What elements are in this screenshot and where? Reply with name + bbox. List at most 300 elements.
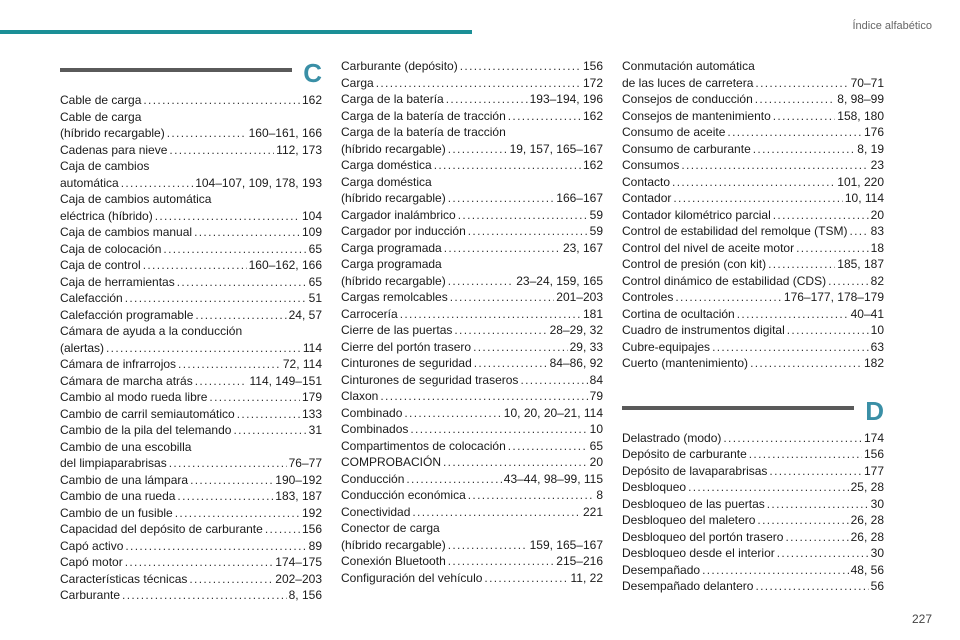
index-entry	[622, 446, 884, 463]
entry-pages: 101, 220	[837, 174, 884, 189]
index-entry	[60, 356, 322, 373]
entry-row	[341, 240, 603, 257]
index-entry	[622, 174, 884, 191]
dot-leader	[106, 340, 301, 357]
entry-pages: 104–107, 109, 178, 193	[195, 175, 322, 190]
entry-row	[622, 446, 884, 463]
index-entry	[341, 454, 603, 471]
entry-text: Cargador por inducción	[341, 224, 466, 238]
entry-pages: 201–203	[556, 290, 603, 304]
entry-pages: 24, 57	[288, 307, 322, 322]
index-entry	[341, 174, 603, 207]
entry-row	[622, 273, 884, 290]
entry-text: Combinados	[341, 422, 409, 436]
dot-leader	[380, 388, 587, 405]
entry-text: Cambio de carril semiautomático	[60, 406, 235, 421]
index-entry	[341, 520, 603, 553]
dot-leader	[675, 289, 782, 306]
dot-leader	[233, 422, 306, 439]
index-entry	[622, 562, 884, 579]
entry-pages: 8, 19	[857, 141, 884, 156]
dot-leader	[121, 175, 194, 192]
entry-pages: 65	[308, 274, 322, 289]
index-entry	[341, 388, 603, 405]
dot-leader	[125, 538, 306, 555]
entry-text: Capacidad del depósito de carburante	[60, 522, 263, 536]
entry-text: Cargas remolcables	[341, 290, 448, 304]
entry-pages: 59	[589, 224, 603, 238]
dot-leader	[673, 190, 842, 207]
dot-leader	[448, 190, 555, 207]
index-entry	[341, 157, 603, 174]
entry-row	[341, 207, 603, 224]
index-entry	[341, 322, 603, 339]
entry-row	[622, 141, 884, 158]
entry-row	[622, 108, 884, 125]
dot-leader	[672, 174, 835, 191]
index-entry	[341, 306, 603, 323]
entry-pages: 84–86, 92	[549, 356, 603, 370]
entry-row	[622, 223, 884, 240]
entry-row	[60, 257, 322, 274]
entry-text: Carga de la batería	[341, 92, 444, 106]
index-entry	[60, 472, 322, 489]
dot-leader	[412, 504, 581, 521]
entry-pages: 65	[589, 438, 603, 453]
entry-pages: 26, 28	[850, 529, 884, 544]
index-entry	[622, 322, 884, 339]
entry-row	[622, 91, 884, 108]
index-entry	[341, 91, 603, 108]
dot-leader	[474, 355, 548, 372]
entry-line: Carga doméstica	[341, 174, 432, 189]
entry-pages: 8, 156	[288, 588, 322, 602]
entry-text: Calefacción	[60, 291, 123, 305]
dot-leader	[755, 91, 836, 108]
entry-text: Carrocería	[341, 306, 398, 321]
entry-text: Cubre-equipajes	[622, 339, 711, 354]
entry-line: Conmutación automática	[622, 59, 755, 73]
entry-pages: 23–24, 159, 165	[516, 273, 603, 288]
dot-leader	[767, 496, 869, 513]
entry-text: Cambio de la pila del telemando	[60, 423, 232, 437]
entry-text: Control de presión (con kit)	[622, 257, 767, 271]
entry-pages: 48, 56	[850, 562, 884, 577]
entry-row	[60, 571, 322, 588]
index-entry	[622, 578, 884, 595]
entry-text: Consejos de mantenimiento	[622, 108, 771, 123]
entry-pages: 133	[301, 406, 322, 421]
dot-leader	[122, 587, 287, 604]
index-entry	[341, 223, 603, 240]
dot-leader	[785, 529, 848, 546]
entry-text: Configuración del vehículo	[341, 570, 483, 585]
index-entry	[60, 373, 322, 390]
entry-pages: 10, 20, 20–21, 114	[503, 405, 603, 420]
index-entry	[341, 405, 603, 422]
dot-leader	[768, 256, 835, 273]
entry-row	[341, 223, 603, 240]
entry-text: Cable de carga	[60, 93, 142, 107]
dot-leader	[468, 487, 595, 504]
index-entry	[622, 124, 884, 141]
dot-leader	[777, 545, 869, 562]
index-entry	[622, 496, 884, 513]
entry-row	[341, 438, 603, 455]
entry-row	[341, 570, 603, 587]
entry-row	[60, 406, 322, 423]
entry-text: Conducción	[341, 471, 405, 486]
dot-leader	[448, 553, 555, 570]
entry-row	[60, 92, 322, 109]
index-entry	[60, 224, 322, 241]
entry-row	[341, 75, 603, 92]
dot-leader	[444, 240, 561, 257]
letter-heading: D	[865, 395, 884, 426]
entry-pages: 83	[870, 224, 884, 238]
entry-pages: 177	[863, 463, 884, 478]
entry-pages: 26, 28	[850, 513, 884, 527]
entry-pages: 30	[870, 496, 884, 511]
index-entry	[622, 529, 884, 546]
entry-row	[341, 108, 603, 125]
entry-pages: 28–29, 32	[549, 323, 603, 337]
entry-row	[60, 356, 322, 373]
entry-row	[341, 537, 603, 554]
dot-leader	[450, 289, 555, 306]
entry-line: Conector de carga	[341, 521, 440, 535]
entry-text: automática	[60, 175, 119, 190]
entry-text: Cinturones de seguridad	[341, 356, 472, 370]
entry-pages: 162	[582, 108, 603, 123]
entry-row	[60, 373, 322, 390]
entry-row	[60, 505, 322, 522]
entry-pages: 82	[870, 273, 884, 288]
entry-line: Caja de cambios automática	[60, 192, 212, 206]
header-accent-bar	[0, 30, 472, 34]
entry-pages: 31	[308, 423, 322, 437]
index-entry	[60, 274, 322, 291]
entry-row	[60, 208, 322, 225]
entry-row	[622, 289, 884, 306]
index-entry	[60, 521, 322, 538]
index-entry	[622, 240, 884, 257]
entry-row	[622, 157, 884, 174]
entry-pages: 59	[589, 207, 603, 222]
entry-text: Cargador inalámbrico	[341, 207, 456, 222]
index-entry	[60, 538, 322, 555]
entry-row	[622, 339, 884, 356]
entry-list	[60, 92, 322, 604]
entry-pages: 70–71	[850, 75, 884, 90]
index-entry	[341, 421, 603, 438]
index-entry	[60, 323, 322, 356]
dot-leader	[195, 307, 286, 324]
entry-pages: 72, 114	[282, 357, 322, 371]
entry-row	[60, 587, 322, 604]
entry-pages: 56	[870, 579, 884, 593]
entry-pages: 174	[863, 430, 884, 445]
entry-row	[622, 430, 884, 447]
index-entry	[622, 256, 884, 273]
dot-leader	[125, 554, 274, 571]
index-entry	[60, 158, 322, 191]
entry-pages: 104	[301, 208, 322, 223]
entry-row	[622, 578, 884, 595]
entry-text: Desempañado	[622, 562, 701, 577]
entry-row	[60, 241, 322, 258]
entry-text: de las luces de carretera	[622, 75, 754, 90]
entry-text: Desbloqueo desde el interior	[622, 546, 775, 560]
dot-leader	[169, 455, 287, 472]
entry-pages: 25, 28	[850, 480, 884, 494]
entry-pages: 193–194, 196	[529, 92, 603, 106]
index-entry	[60, 142, 322, 159]
entry-row	[341, 58, 603, 75]
entry-row	[622, 479, 884, 496]
entry-text: Carburante (depósito)	[341, 59, 458, 73]
entry-text: Control dinámico de estabilidad (CDS)	[622, 273, 827, 288]
entry-line: Carga programada	[341, 257, 442, 271]
entry-text: Desbloqueo del maletero	[622, 513, 756, 527]
entry-row	[60, 455, 322, 472]
entry-pages: 181	[582, 306, 603, 321]
entry-text: Carga de la batería de tracción	[341, 108, 506, 123]
dot-leader	[190, 472, 273, 489]
dot-leader	[265, 521, 300, 538]
index-entry	[622, 273, 884, 290]
index-entry	[622, 463, 884, 480]
index-column-3	[622, 58, 884, 595]
entry-text: Consumo de carburante	[622, 141, 751, 156]
entry-pages: 23, 167	[562, 240, 603, 255]
entry-row	[60, 175, 322, 192]
entry-pages: 202–203	[275, 571, 322, 586]
dot-leader	[175, 505, 300, 522]
dot-leader	[508, 438, 588, 455]
dot-leader	[484, 570, 568, 587]
entry-pages: 158, 180	[837, 108, 884, 123]
entry-pages: 166–167	[556, 191, 603, 205]
entry-pages: 159, 165–167	[529, 537, 603, 552]
entry-row	[622, 240, 884, 257]
dot-leader	[473, 339, 568, 356]
entry-row	[341, 421, 603, 438]
dot-leader	[448, 141, 508, 158]
index-entry	[60, 587, 322, 604]
index-entry	[341, 207, 603, 224]
entry-text: Compartimentos de colocación	[341, 438, 506, 453]
entry-text: Caja de control	[60, 258, 141, 272]
dot-leader	[727, 124, 862, 141]
dot-leader	[723, 430, 862, 447]
index-entry	[60, 109, 322, 142]
entry-text: Caja de herramientas	[60, 274, 175, 289]
entry-pages: 84	[589, 372, 603, 387]
entry-row	[341, 157, 603, 174]
entry-text: Desbloqueo de las puertas	[622, 496, 765, 511]
entry-text: Conectividad	[341, 504, 411, 519]
entry-text: Calefacción programable	[60, 307, 194, 322]
entry-row	[60, 142, 322, 159]
entry-pages: 18	[870, 240, 884, 255]
dot-leader	[443, 454, 588, 471]
entry-row	[341, 190, 603, 207]
entry-pages: 29, 33	[569, 339, 603, 354]
entry-row	[341, 388, 603, 405]
entry-text: Cambio de una rueda	[60, 489, 176, 503]
index-column-1	[60, 58, 322, 604]
entry-text: (híbrido recargable)	[341, 537, 446, 552]
entry-pages: 176	[863, 125, 884, 139]
index-entry	[341, 372, 603, 389]
entry-list	[622, 58, 884, 372]
entry-text: eléctrica (híbrido)	[60, 208, 153, 223]
entry-text: Cierre de las puertas	[341, 323, 453, 337]
entry-row	[622, 207, 884, 224]
index-entry	[341, 75, 603, 92]
entry-line: Caja de cambios	[60, 159, 150, 173]
index-entry	[60, 554, 322, 571]
dot-leader	[446, 91, 528, 108]
index-entry	[60, 505, 322, 522]
index-entry	[622, 157, 884, 174]
dot-leader	[434, 157, 581, 174]
index-entry	[341, 570, 603, 587]
entry-text: Consumos	[622, 158, 680, 172]
entry-pages: 160–162, 166	[248, 258, 322, 272]
dot-leader	[508, 108, 581, 125]
entry-text: Contacto	[622, 174, 671, 189]
entry-text: Caja de cambios manual	[60, 225, 193, 239]
entry-pages: 114	[302, 340, 322, 355]
dot-leader	[749, 446, 862, 463]
entry-row	[622, 545, 884, 562]
entry-pages: 215–216	[556, 554, 603, 568]
entry-text: Cortina de ocultación	[622, 306, 735, 321]
entry-row	[341, 553, 603, 570]
entry-row	[622, 463, 884, 480]
index-entry	[60, 406, 322, 423]
dot-leader	[787, 322, 869, 339]
entry-text: (híbrido recargable)	[341, 191, 446, 205]
entry-row	[341, 289, 603, 306]
entry-text: Cierre del portón trasero	[341, 339, 472, 354]
dot-leader	[454, 322, 547, 339]
dot-leader	[178, 356, 281, 373]
dot-leader	[195, 373, 248, 390]
entry-text: (alertas)	[60, 340, 105, 355]
index-entry	[341, 240, 603, 257]
index-entry	[341, 487, 603, 504]
dot-leader	[460, 58, 581, 75]
index-entry	[341, 108, 603, 125]
entry-line: Carga de la batería de tracción	[341, 125, 506, 139]
dot-leader	[177, 488, 273, 505]
index-entry	[622, 91, 884, 108]
entry-text: Desbloqueo	[622, 480, 687, 494]
dot-leader	[400, 306, 581, 323]
entry-row	[60, 389, 322, 406]
entry-pages: 185, 187	[837, 257, 884, 271]
dot-leader	[737, 306, 849, 323]
index-entry	[341, 355, 603, 372]
dot-leader	[755, 578, 868, 595]
entry-row	[60, 538, 322, 555]
index-entry	[622, 306, 884, 323]
dot-leader	[406, 471, 501, 488]
entry-pages: 156	[301, 522, 322, 536]
entry-pages: 174–175	[275, 555, 322, 569]
entry-text: Delastrado (modo)	[622, 430, 722, 445]
entry-row	[341, 339, 603, 356]
entry-row	[341, 306, 603, 323]
entry-line: Cable de carga	[60, 109, 142, 124]
entry-text: Control de estabilidad del remolque (TSM)	[622, 224, 848, 238]
entry-row	[622, 190, 884, 207]
dot-leader	[376, 75, 581, 92]
entry-row	[622, 174, 884, 191]
entry-row	[341, 504, 603, 521]
index-entry	[341, 58, 603, 75]
entry-pages: 43–44, 98–99, 115	[503, 471, 603, 486]
letter-rule	[622, 406, 854, 410]
index-entry	[622, 58, 884, 91]
entry-row	[60, 340, 322, 357]
entry-row	[622, 512, 884, 529]
dot-leader	[753, 141, 856, 158]
entry-row	[60, 488, 322, 505]
entry-pages: 65	[308, 241, 322, 256]
entry-text: COMPROBACIÓN	[341, 455, 442, 469]
entry-pages: 11, 22	[570, 570, 603, 585]
entry-text: Cuerto (mantenimiento)	[622, 356, 749, 370]
entry-text: Cadenas para nieve	[60, 142, 168, 157]
index-entry	[341, 438, 603, 455]
entry-text: Características técnicas	[60, 571, 188, 586]
entry-pages: 156	[863, 447, 884, 461]
entry-text: Desbloqueo del portón trasero	[622, 529, 784, 544]
dot-leader	[773, 207, 869, 224]
entry-row	[622, 322, 884, 339]
index-entry	[622, 207, 884, 224]
entry-text: Claxon	[341, 389, 379, 403]
entry-text: Capó activo	[60, 538, 124, 553]
page-number: 227	[911, 612, 932, 626]
entry-pages: 20	[870, 207, 884, 222]
entry-row	[622, 529, 884, 546]
index-entry	[60, 439, 322, 472]
entry-text: Carga programada	[341, 240, 442, 255]
dot-leader	[681, 157, 868, 174]
entry-text: Cambio al modo rueda libre	[60, 390, 208, 404]
entry-row	[60, 125, 322, 142]
index-column-2	[341, 58, 603, 586]
entry-pages: 23	[870, 158, 884, 172]
entry-pages: 63	[870, 339, 884, 354]
letter-header-c	[60, 58, 322, 88]
entry-text: Conducción económica	[341, 488, 466, 502]
entry-row	[341, 91, 603, 108]
entry-text: Consumo de aceite	[622, 125, 726, 139]
dot-leader	[163, 241, 306, 258]
entry-row	[60, 472, 322, 489]
dot-leader	[410, 421, 587, 438]
entry-text: Control del nivel de aceite motor	[622, 240, 795, 255]
dot-leader	[237, 406, 300, 423]
entry-row	[341, 372, 603, 389]
entry-pages: 89	[308, 538, 322, 553]
